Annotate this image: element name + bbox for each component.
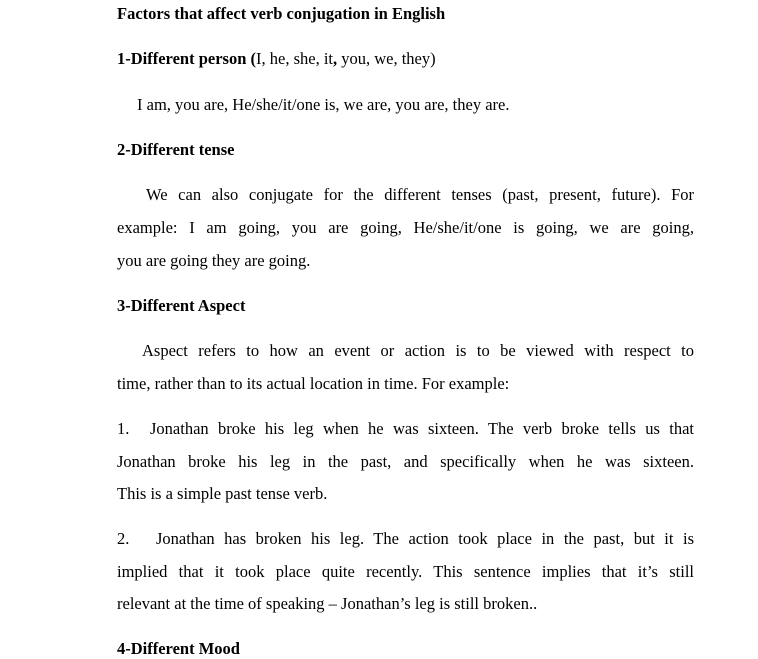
tense-paragraph-line-2: example: I am going, you are going, He/she/it/one is going, we are going,: [117, 218, 694, 237]
aspect-item-2-line-3: relevant at the time of speaking – Jonathan’s leg is still broken..: [117, 594, 538, 613]
tense-paragraph-line-3: you are going they are going.: [117, 251, 311, 270]
section-heading-person-tail: you, we, they): [337, 49, 436, 68]
tense-paragraph-line-1: We can also conjugate for the different tenses (past, present, future). For: [146, 185, 694, 204]
section-heading-mood: 4-Different Mood: [117, 639, 240, 658]
aspect-item-1-line-1: Jonathan broke his leg when he was sixteen. The verb broke tells us that: [150, 419, 694, 438]
aspect-item-2-line-1: Jonathan has broken his leg. The action took place in the past, but it is: [156, 529, 694, 548]
aspect-paragraph-line-2: time, rather than to its actual location in time. For example:: [117, 374, 510, 393]
section-heading-aspect: 3-Different Aspect: [117, 296, 246, 315]
section-heading-tense: 2-Different tense: [117, 140, 235, 159]
aspect-item-1-line-2: Jonathan broke his leg in the past, and specifically when he was sixteen.: [117, 452, 694, 471]
aspect-item-1-line-3: This is a simple past tense verb.: [117, 484, 328, 503]
document-title: Factors that affect verb conjugation in English: [117, 4, 446, 23]
aspect-item-2-number: 2.: [117, 529, 130, 548]
aspect-item-2-line-2: implied that it took place quite recently. This sentence implies that it’s still: [117, 562, 694, 581]
aspect-paragraph-line-1: Aspect refers to how an event or action is to be viewed with respect to: [142, 341, 694, 360]
aspect-item-1-number: 1.: [117, 419, 130, 438]
section-heading-person-pronouns: I, he, she, it: [256, 49, 333, 68]
section-heading-person: [117, 49, 436, 69]
section-heading-person-comma: ,: [332, 49, 338, 68]
section-heading-person-bold: 1-Different person (: [117, 49, 256, 68]
person-example-line: I am, you are, He/she/it/one is, we are, you are, they are.: [137, 95, 510, 114]
